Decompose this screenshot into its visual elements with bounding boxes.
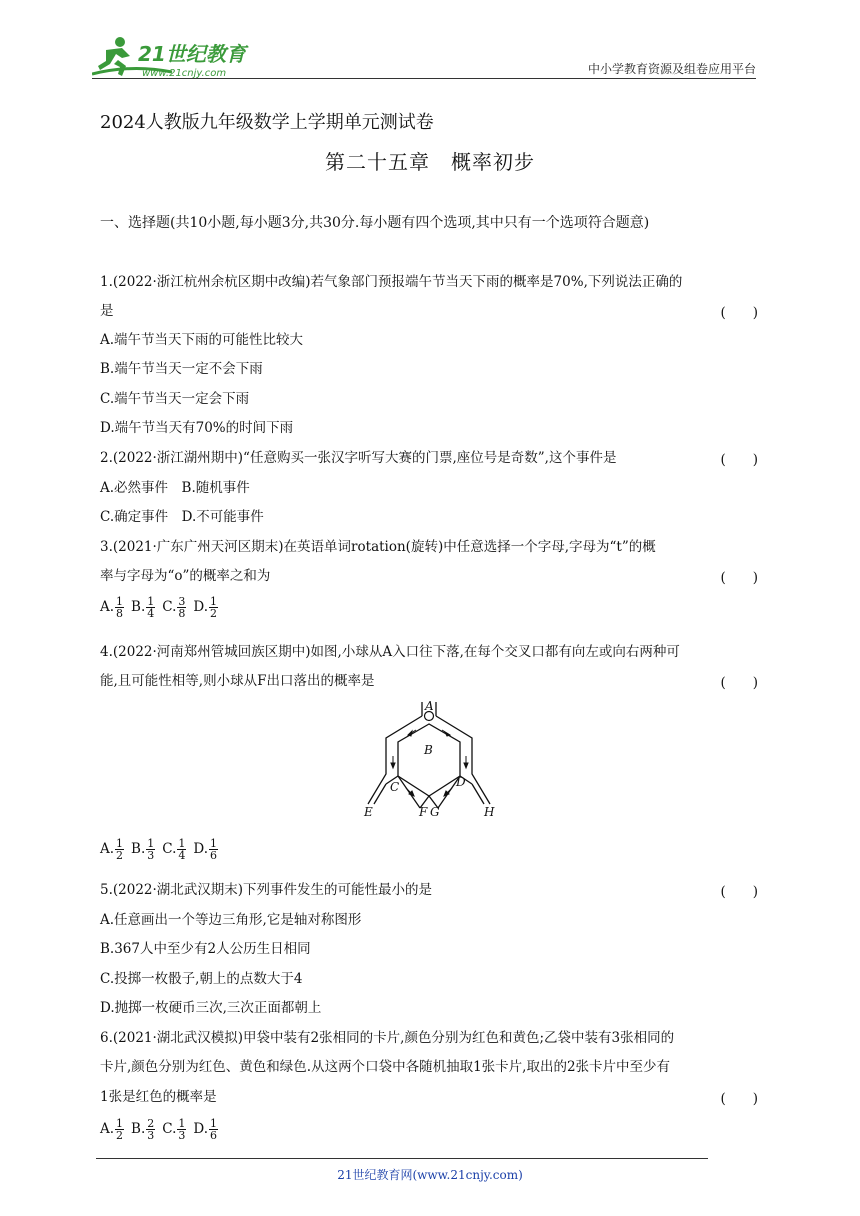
q6-option-d: D. $\frac{1}{6}$	[193, 1117, 218, 1142]
q5-option-d: D.抛掷一枚硬币三次,三次正面都朝上	[100, 1000, 322, 1016]
q3-option-a: A. $\frac{1}{8}$	[100, 595, 124, 620]
q6-option-a: A. $\frac{1}{2}$	[100, 1117, 124, 1142]
q6-answer-blank: ( )	[720, 1091, 758, 1107]
q2-options-row2: C.确定事件 D.不可能事件	[100, 509, 264, 525]
q1-option-c: C.端午节当天一定会下雨	[100, 391, 250, 407]
footer-divider	[96, 1158, 708, 1159]
q6-stem-line3: 1张是红色的概率是	[100, 1089, 217, 1105]
q1-option-a: A.端午节当天下雨的可能性比较大	[100, 332, 304, 348]
q3-option-b: B. $\frac{1}{4}$	[131, 595, 155, 620]
q2-options-row1: A.必然事件 B.随机事件	[100, 480, 250, 496]
q1-stem-line1: 1.(2022·浙江杭州余杭区期中改编)若气象部门预报端午节当天下雨的概率是70%,下列说法正确的	[100, 274, 683, 290]
q6-stem-line2: 卡片,颜色分别为红色、黄色和绿色.从这两个口袋中各随机抽取1张卡片,取出的2张卡片中至少有	[100, 1059, 671, 1075]
label-f: F	[419, 805, 428, 819]
q6-option-c: C. $\frac{1}{3}$	[162, 1117, 186, 1142]
q2-stem-line1: 2.(2022·浙江湖州期中)“任意购买一张汉字听写大赛的门票,座位号是奇数”,这个事件是	[100, 450, 617, 466]
q4-option-d: D. $\frac{1}{6}$	[193, 837, 218, 862]
q1-option-d: D.端午节当天有70%的时间下雨	[100, 420, 294, 436]
label-d: D	[456, 775, 466, 789]
logo	[92, 34, 272, 80]
ball-drop-diagram	[356, 696, 506, 821]
label-e: E	[364, 805, 373, 819]
runner-logo-icon	[92, 34, 272, 80]
q5-option-b: B.367人中至少有2人公历生日相同	[100, 941, 311, 957]
section-heading: 一、选择题(共10小题,每小题3分,共30分.每小题有四个选项,其中只有一个选项符合题意)	[100, 215, 650, 231]
q3-option-d: D. $\frac{1}{2}$	[193, 595, 218, 620]
label-a: A	[425, 699, 434, 713]
footer-link-text[interactable]: 21世纪教育网(www.21cnjy.com)	[337, 1168, 523, 1182]
q4-stem-line1: 4.(2022·河南郑州管城回族区期中)如图,小球从A入口往下落,在每个交叉口都有向左或向右两种可	[100, 644, 680, 660]
exam-title: 2024人教版九年级数学上学期单元测试卷	[100, 112, 434, 133]
q3-options	[100, 596, 225, 619]
q4-option-c: C. $\frac{1}{4}$	[162, 837, 186, 862]
q1-option-b: B.端午节当天一定不会下雨	[100, 361, 263, 377]
q4-option-b: B. $\frac{1}{3}$	[131, 837, 155, 862]
q1-stem-line2: 是	[100, 303, 114, 319]
header-platform-text: 中小学教育资源及组卷应用平台	[587, 62, 756, 76]
logo-url-text: www.21cnjy.com	[142, 68, 227, 79]
q3-answer-blank: ( )	[720, 570, 758, 586]
q5-stem-line1: 5.(2022·湖北武汉期末)下列事件发生的可能性最小的是	[100, 882, 433, 898]
logo-text: 21世纪教育	[138, 42, 246, 66]
q4-stem-line2: 能,且可能性相等,则小球从F出口落出的概率是	[100, 673, 375, 689]
q4-option-a: A. $\frac{1}{2}$	[100, 837, 124, 862]
q6-stem-line1: 6.(2021·湖北武汉模拟)甲袋中装有2张相同的卡片,颜色分别为红色和黄色;乙袋中装有3张相同的	[100, 1030, 675, 1046]
label-c: C	[390, 780, 400, 794]
header-divider	[92, 78, 756, 79]
label-g: G	[430, 805, 440, 819]
q5-option-a: A.任意画出一个等边三角形,它是轴对称图形	[100, 912, 362, 928]
label-b: B	[424, 743, 433, 757]
q4-answer-blank: ( )	[720, 675, 758, 691]
q2-answer-blank: ( )	[720, 452, 758, 468]
q3-option-c: C. $\frac{3}{8}$	[162, 595, 186, 620]
q4-figure	[356, 696, 506, 821]
q6-options	[100, 1118, 225, 1141]
q1-answer-blank: ( )	[720, 305, 758, 321]
q5-option-c: C.投掷一枚骰子,朝上的点数大于4	[100, 971, 303, 987]
q4-options	[100, 838, 225, 861]
chapter-title: 第二十五章 概率初步	[325, 150, 535, 174]
q5-answer-blank: ( )	[720, 884, 758, 900]
label-h: H	[484, 805, 495, 819]
q6-option-b: B. $\frac{2}{3}$	[131, 1117, 155, 1142]
q3-stem-line2: 率与字母为“o”的概率之和为	[100, 568, 271, 584]
q3-stem-line1: 3.(2021·广东广州天河区期末)在英语单词rotation(旋转)中任意选择一个字母,字母为“t”的概	[100, 539, 656, 555]
